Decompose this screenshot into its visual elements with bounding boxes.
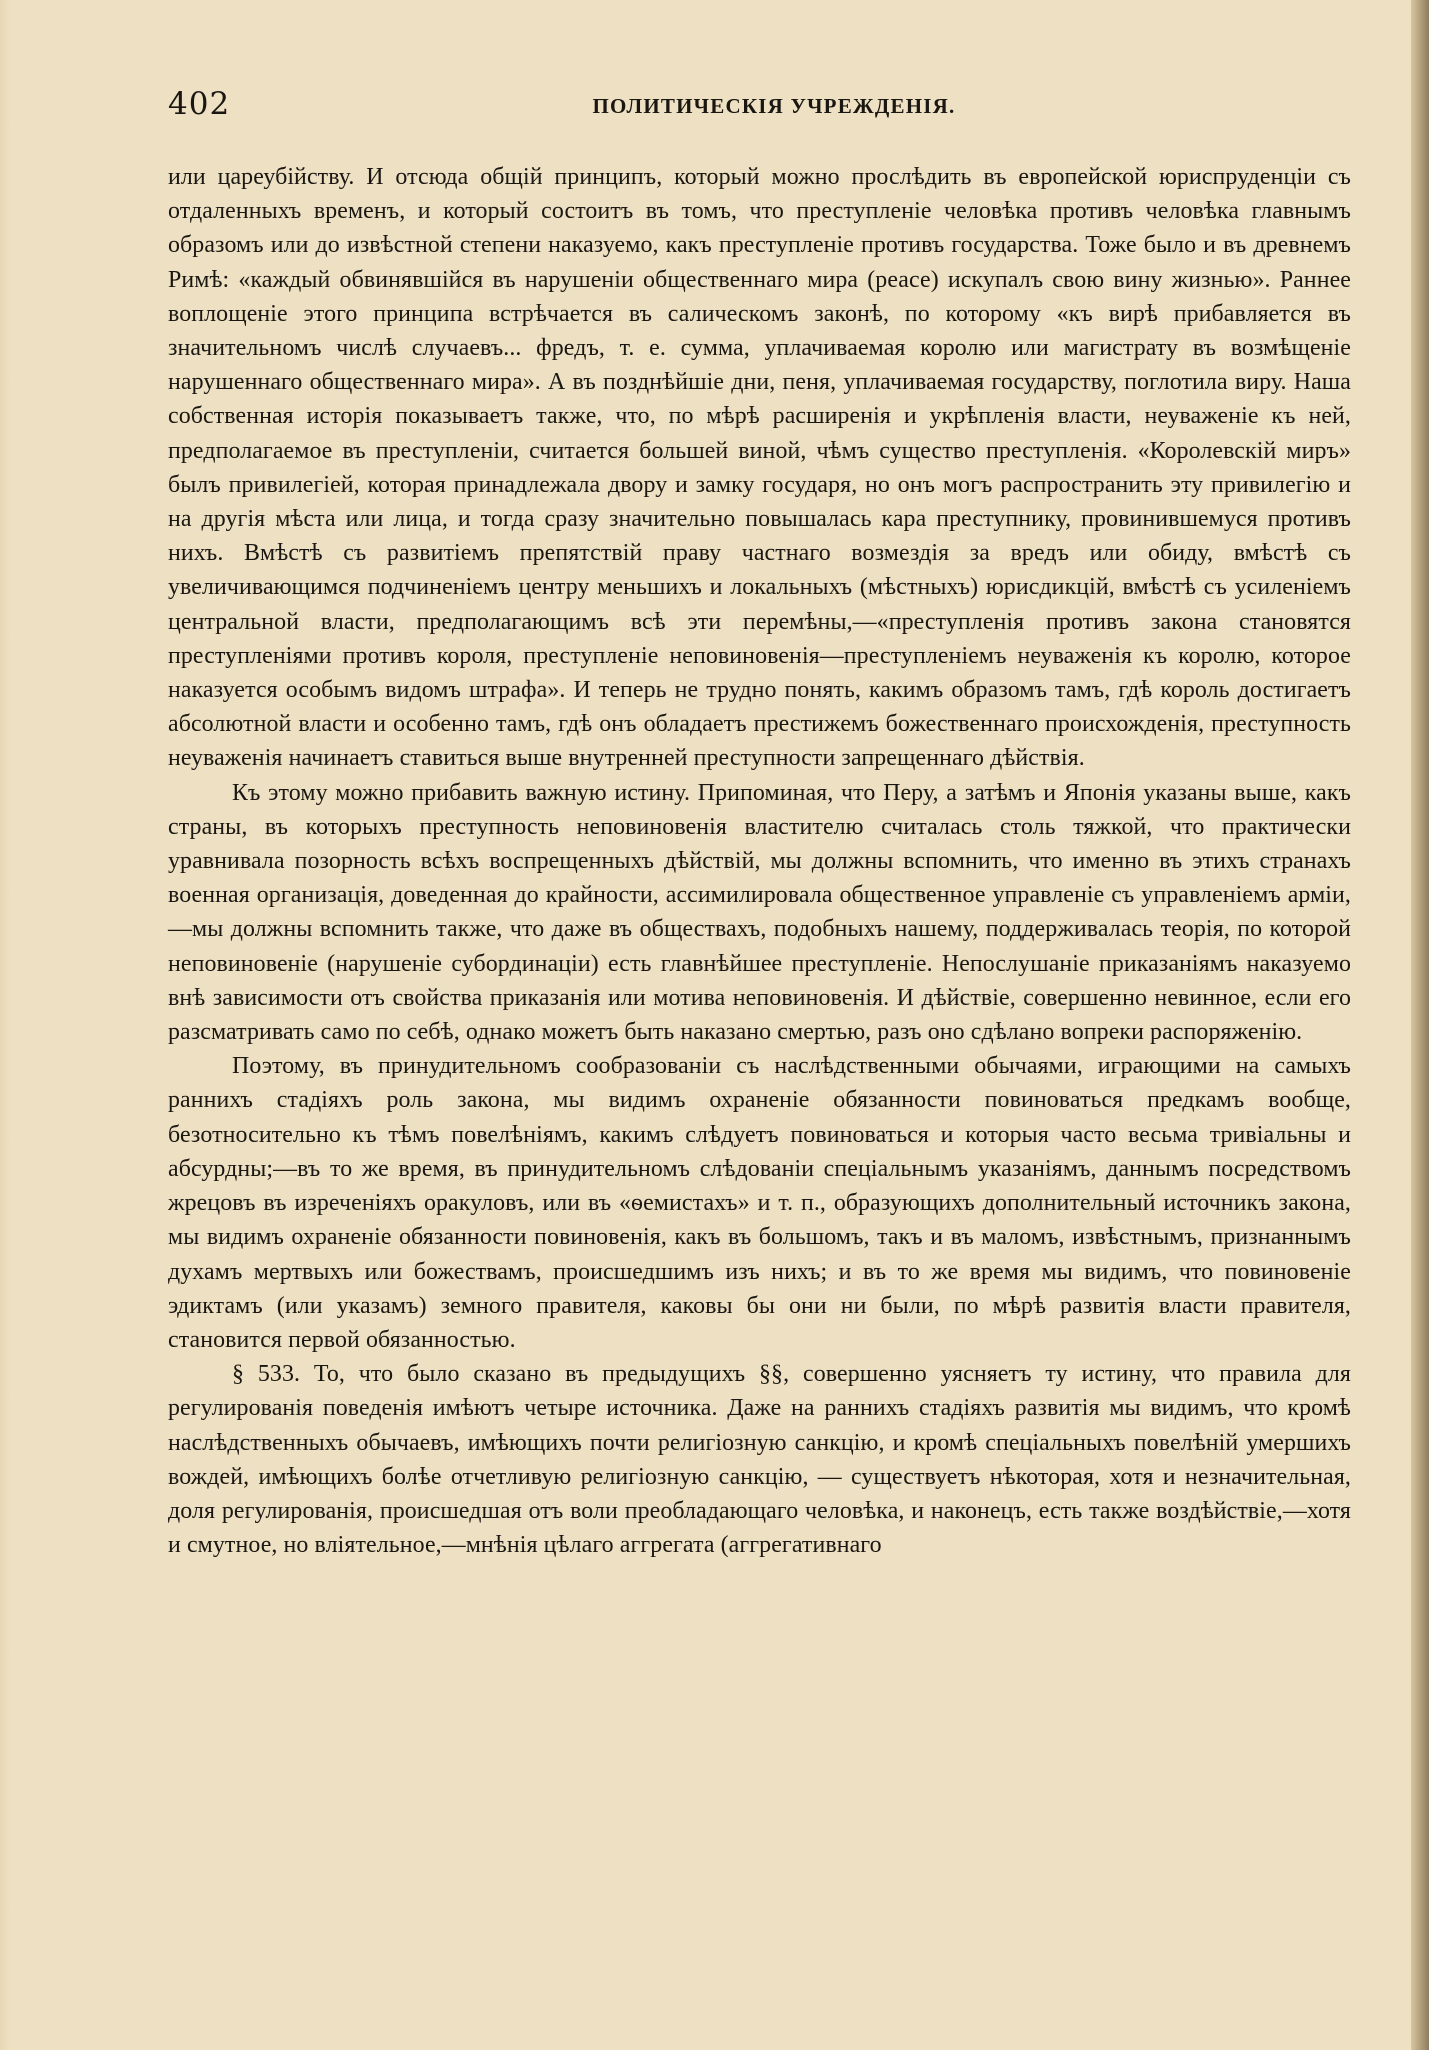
paragraph-therefore: Поэтому, въ принудительномъ сообразованіи съ наслѣдственными обычаями, играющими на самыхъ раннихъ стадіяхъ роль закона, мы видимъ охраненіе обязанности повиноваться предкамъ вообще, безотносительно къ тѣмъ повелѣніямъ, какимъ слѣдуетъ повиноваться и которыя часто весьма тривіальны и абсурдны;—въ то же время, въ принудительномъ слѣдованіи спеціальнымъ указаніямъ, даннымъ посредствомъ жрецовъ въ изреченіяхъ оракуловъ, или въ «ѳемистахъ» и т. п., образующихъ дополнительный источникъ закона, мы видимъ охраненіе обязанности повиновенія, какъ въ большомъ, такъ и въ маломъ, извѣстнымъ, признаннымъ духамъ мертвыхъ или божествамъ, происшедшимъ изъ нихъ; и въ то же время мы видимъ, что повиновеніе эдиктамъ (или указамъ) земного правителя, каковы бы они ни были, по мѣрѣ развитія власти правителя, становится первой обязанностью.	[168, 1053, 1351, 1353]
page-left-edge	[0, 0, 10, 2050]
paragraph-continuation: или цареубійству. И отсюда общій принципъ, который можно прослѣдить въ европейской юриспруденціи съ отдаленныхъ временъ, и который состоитъ въ томъ, что преступленіе человѣка противъ человѣка главнымъ образомъ или до извѣстной степени наказуемо, какъ преступленіе противъ государства. Тоже было и въ древнемъ Римѣ: «каждый обвинявшійся въ нарушеніи общественнаго мира (pеасе) искупалъ свою вину жизнью». Раннее воплощеніе этого принципа встрѣчается въ салическомъ законѣ, по которому «къ вирѣ прибавляется въ значительномъ числѣ случаевъ... фредъ, т. е. сумма, уплачиваемая королю или магистрату въ возмѣщеніе нарушеннаго общественнаго мира». А въ позднѣйшіе дни, пеня, уплачиваемая государству, поглотила виру. Наша собственная исторія показываетъ также, что, по мѣрѣ расширенія и укрѣпленія власти, неуваженіе къ ней, предполагаемое въ преступленіи, считается большей виной, чѣмъ существо преступленія. «Королевскій миръ» былъ привилегіей, которая принадлежала двору и замку государя, но онъ могъ распространить эту привилегію и на другія мѣста или лица, и тогда сразу значительно повышалась кара преступнику, провинившемуся противъ нихъ. Вмѣстѣ съ развитіемъ препятствій праву частнаго возмездія за вредъ или обиду, вмѣстѣ съ увеличивающимся подчиненіемъ центру меньшихъ и локальныхъ (мѣстныхъ) юрисдикцій, вмѣстѣ съ усиленіемъ центральной власти, предполагающимъ всѣ эти перемѣны,—«преступленія противъ закона становятся преступленіями противъ короля, преступленіе неповиновенія—преступленіемъ неуваженія къ королю, которое наказуется особымъ видомъ штрафа». И теперь не трудно понять, какимъ образомъ тамъ, гдѣ король достигаетъ абсолютной власти и особенно тамъ, гдѣ онъ обладаетъ престижемъ божественнаго происхожденія, преступность неуваженія начинаетъ ставиться выше внутренней преступности запрещеннаго дѣйствія.	[168, 164, 1351, 772]
paragraph-important-truth: Къ этому можно прибавить важную истину. Припоминая, что Перу, а затѣмъ и Японія указаны выше, какъ страны, въ которыхъ преступность неповиновенія властителю считалась столь тяжкой, что практически уравнивала позорность всѣхъ воспрещенныхъ дѣйствій, мы должны вспомнить, что именно въ этихъ странахъ военная организація, доведенная до крайности, ассимилировала общественное управленіе съ управленіемъ арміи,—мы должны вспомнить также, что даже въ обществахъ, подобныхъ нашему, поддерживалась теорія, по которой неповиновеніе (нарушеніе субординаціи) есть главнѣйшее преступленіе. Непослушаніе приказаніямъ наказуемо внѣ зависимости отъ свойства приказанія или мотива неповиновенія. И дѣйствіе, совершенно невинное, если его разсматривать само по себѣ, однако можетъ быть наказано смертью, разъ оно сдѣлано вопреки распоряженію.	[168, 779, 1351, 1046]
paragraph-section-533: § 533. То, что было сказано въ предыдущихъ §§, совершенно уясняетъ ту истину, что правила для регулированія поведенія имѣютъ четыре источника. Даже на раннихъ стадіяхъ развитія мы видимъ, что кромѣ наслѣдственныхъ обычаевъ, имѣющихъ почти религіозную санкцію, и кромѣ спеціальныхъ повелѣній умершихъ вождей, имѣющихъ болѣе отчетливую религіозную санкцію, — существуетъ нѣкоторая, хотя и незначительная, доля регулированія, происшедшая отъ воли преобладающаго человѣка, и наконецъ, есть также воздѣйствіе,—хотя и смутное, но вліятельное,—мнѣнія цѣлаго аггрегата (аггрегативнаго	[168, 1361, 1351, 1559]
running-head	[168, 86, 1380, 136]
page-number: 402	[168, 86, 231, 122]
page-header-title: ПОЛИТИЧЕСКІЯ УЧРЕЖДЕНІЯ.	[592, 94, 956, 118]
body-text	[168, 160, 1351, 1562]
page-binding-shadow	[1411, 0, 1429, 2050]
